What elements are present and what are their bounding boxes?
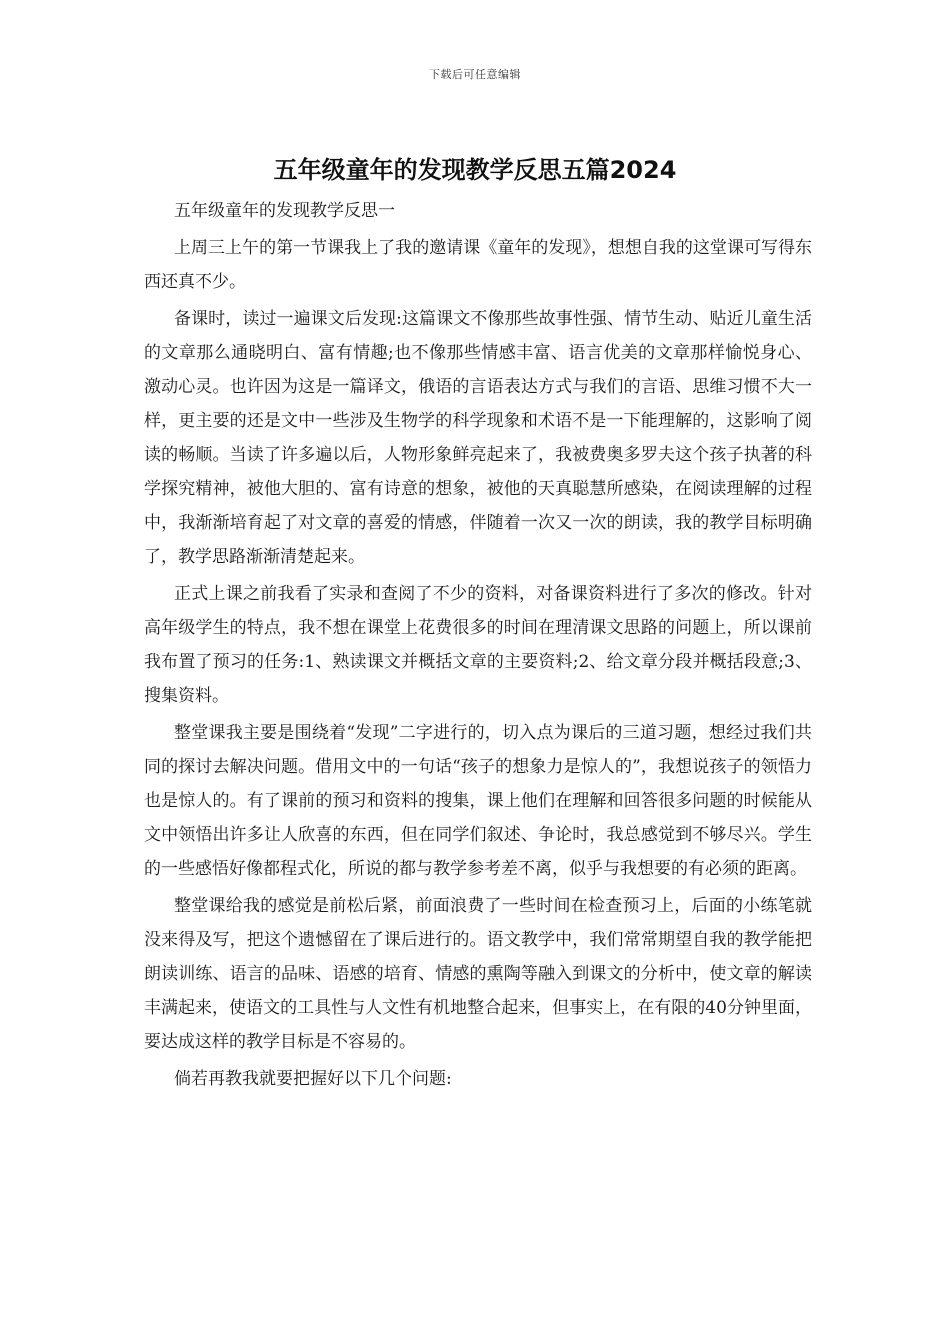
paragraph: 倘若再教我就要把握好以下几个问题: <box>174 1069 452 1089</box>
paragraph: 正式上课之前我看了实录和查阅了不少的资料，对备课资料进行了多次的修改。针对高年级学生的特点，我不想在课堂上花费很多的时间在理清课文思路的问题上，所以课前我布置了预习的任务:1、熟读课文并概括文章的主要资料;2、给文章分段并概括段意;3、搜集资料。 <box>144 584 812 706</box>
document-body <box>144 194 812 1099</box>
page-header-note: 下载后可任意编辑 <box>429 68 521 81</box>
paragraph: 上周三上午的第一节课我上了我的邀请课《童年的发现》，想想自我的这堂课可写得东西还真不少。 <box>144 238 812 292</box>
section-subtitle: 五年级童年的发现教学反思一 <box>174 201 395 221</box>
paragraph: 整堂课给我的感觉是前松后紧，前面浪费了一些时间在检查预习上，后面的小练笔就没来得及写，把这个遗憾留在了课后进行的。语文教学中，我们常常期望自我的教学能把朗读训练、语言的品味、语感的培育、情感的熏陶等融入到课文的分析中，使文章的解读丰满起来，使语文的工具性与人文性有机地整合起来，但事实上，在有限的40分钟里面，要达成这样的教学目标是不容易的。 <box>144 896 812 1052</box>
paragraph: 整堂课我主要是围绕着“发现”二字进行的，切入点为课后的三道习题，想经过我们共同的探讨去解决问题。借用文中的一句话“孩子的想象力是惊人的”，我想说孩子的领悟力也是惊人的。有了课前的预习和资料的搜集，课上他们在理解和回答很多问题的时候能从文中领悟出许多让人欣喜的东西，但在同学们叙述、争论时，我总感觉到不够尽兴。学生的一些感悟好像都程式化，所说的都与教学参考差不离，似乎与我想要的有必须的距离。 <box>144 723 812 879</box>
document-title: 五年级童年的发现教学反思五篇2024 <box>273 156 677 184</box>
paragraph: 备课时，读过一遍课文后发现:这篇课文不像那些故事性强、情节生动、贴近儿童生活的文章那么通晓明白、富有情趣;也不像那些情感丰富、语言优美的文章那样愉悦身心、激动心灵。也许因为这是一篇译文，俄语的言语表达方式与我们的言语、思维习惯不大一样，更主要的还是文中一些涉及生物学的科学现象和术语不是一下能理解的，这影响了阅读的畅顺。当读了许多遍以后，人物形象鲜亮起来了，我被费奥多罗夫这个孩子执著的科学探究精神，被他大胆的、富有诗意的想象，被他的天真聪慧所感染，在阅读理解的过程中，我渐渐培育起了对文章的喜爱的情感，伴随着一次又一次的朗读，我的教学目标明确了，教学思路渐渐清楚起来。 <box>144 309 812 567</box>
